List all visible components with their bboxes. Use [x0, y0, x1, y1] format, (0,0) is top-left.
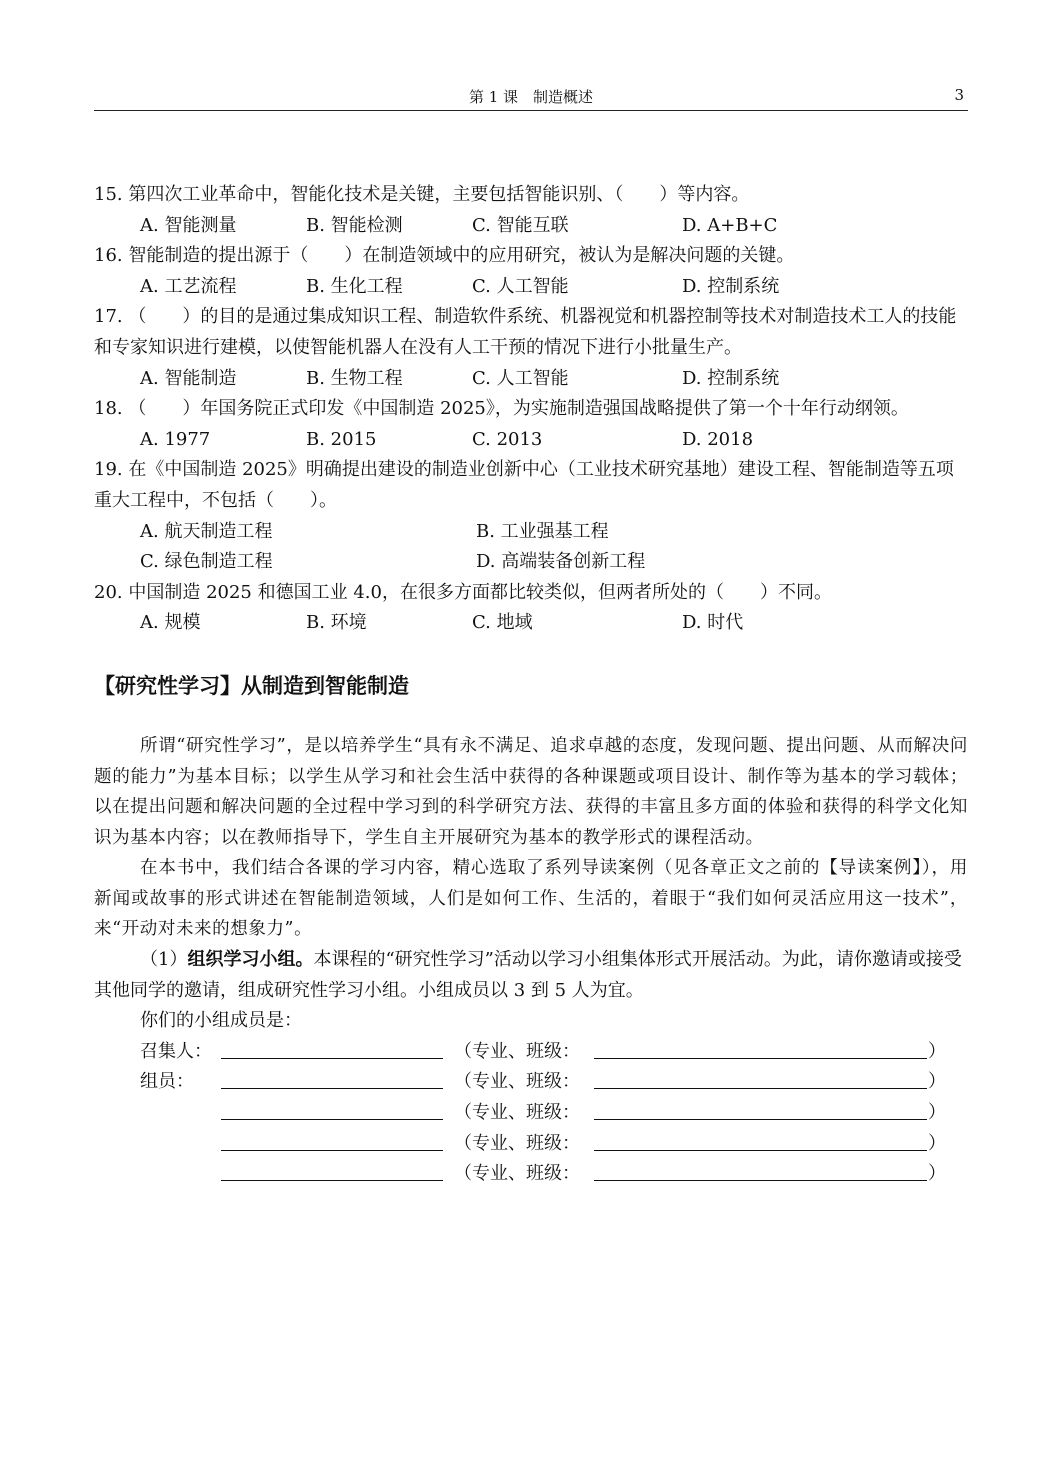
question-options: [94, 517, 968, 548]
major-class-blank[interactable]: [594, 1088, 927, 1089]
option-c: C. 人工智能: [472, 275, 569, 297]
question-text: 15. 第四次工业革命中，智能化技术是关键，主要包括智能识别、（ ）等内容。: [94, 184, 750, 205]
option-b: B. 生物工程: [306, 367, 403, 389]
question-16: [94, 241, 968, 302]
question-text: 18. （ ）年国务院正式印发《中国制造 2025》，为实施制造强国战略提供了第一个十年行动纲领。: [94, 398, 909, 420]
option-c: C. 地域: [472, 612, 533, 634]
option-c: C. 2013: [472, 428, 543, 450]
close-paren: ）: [928, 1163, 946, 1185]
close-paren: ）: [928, 1102, 946, 1124]
option-d: D. A+B+C: [682, 214, 778, 236]
member-row: [94, 1098, 968, 1129]
member-label: 组员：: [140, 1071, 194, 1093]
major-class-blank[interactable]: [594, 1150, 927, 1151]
question-options: [94, 211, 968, 242]
member-name-blank[interactable]: [221, 1088, 443, 1089]
member-row: [94, 1129, 968, 1160]
question-options: [94, 547, 968, 578]
close-paren: ）: [928, 1071, 946, 1093]
option-a: A. 智能测量: [140, 214, 237, 236]
option-c: C. 人工智能: [472, 367, 569, 389]
question-text: 20. 中国制造 2025 和德国工业 4.0，在很多方面都比较类似，但两者所处的（ ）不同。: [94, 581, 832, 603]
question-text: 16. 智能制造的提出源于（ ）在制造领域中的应用研究，被认为是解决问题的关键。: [94, 245, 795, 267]
major-class-label: （专业、班级：: [454, 1040, 580, 1062]
question-options: [94, 425, 968, 456]
convener-name-blank[interactable]: [221, 1058, 443, 1059]
member-name-blank[interactable]: [221, 1150, 443, 1151]
major-class-label: （专业、班级：: [454, 1132, 580, 1154]
question-18: [94, 394, 968, 455]
option-b: B. 环境: [306, 612, 367, 634]
page-number: 3: [954, 86, 964, 104]
members-intro: 你们的小组成员是：: [140, 1010, 302, 1032]
option-a: A. 航天制造工程: [140, 520, 273, 542]
question-options: [94, 364, 968, 395]
major-class-label: （专业、班级：: [454, 1163, 580, 1185]
option-c: C. 智能互联: [472, 214, 569, 236]
close-paren: ）: [928, 1132, 946, 1154]
question-19: [94, 455, 968, 577]
option-b: B. 生化工程: [306, 275, 403, 297]
member-name-blank[interactable]: [221, 1180, 443, 1181]
question-text: 19. 在《中国制造 2025》明确提出建设的制造业创新中心（工业技术研究基地）建设工程、智能制造等五项重大工程中，不包括（ ）。: [94, 459, 954, 511]
option-d: D. 控制系统: [682, 275, 780, 297]
option-a: A. 工艺流程: [140, 275, 237, 297]
paragraph-organize-group: [94, 945, 968, 1006]
major-class-blank[interactable]: [594, 1180, 927, 1181]
member-row: [94, 1067, 968, 1098]
option-c: C. 绿色制造工程: [140, 551, 273, 573]
question-17: [94, 302, 968, 394]
member-name-blank[interactable]: [221, 1119, 443, 1120]
major-class-blank[interactable]: [594, 1058, 927, 1059]
section-heading: 【研究性学习】从制造到智能制造: [94, 673, 409, 698]
question-text: 17. （ ）的目的是通过集成知识工程、制造软件系统、机器视觉和机器控制等技术对制造技术工人的技能和专家知识进行建模，以使智能机器人在没有人工干预的情况下进行小批量生产。: [94, 306, 957, 358]
convener-label: 召集人：: [140, 1040, 212, 1062]
intro-paragraphs: [94, 731, 968, 945]
header-title: 第 1 课 制造概述: [468, 88, 594, 106]
question-15: [94, 180, 968, 241]
option-b: B. 工业强基工程: [476, 520, 609, 542]
option-d: D. 2018: [682, 428, 754, 450]
close-paren: ）: [928, 1040, 946, 1062]
convener-row: [94, 1037, 968, 1068]
question-options: [94, 272, 968, 303]
option-a: A. 1977: [140, 428, 211, 450]
option-b: B. 智能检测: [306, 214, 403, 236]
option-d: D. 控制系统: [682, 367, 780, 389]
page-content: [94, 180, 968, 1190]
major-class-blank[interactable]: [594, 1119, 927, 1120]
step-number: （1）: [140, 949, 188, 971]
option-a: A. 规模: [140, 612, 201, 634]
option-d: D. 高端装备创新工程: [476, 551, 646, 573]
option-b: B. 2015: [306, 428, 377, 450]
question-20: [94, 578, 968, 639]
paragraph-research-learning: 所谓“研究性学习”，是以培养学生“具有永不满足、追求卓越的态度，发现问题、提出问题、从而解决问题的能力”为基本目标；以学生从学习和社会生活中获得的各种课题或项目设计、制作等为基本的学习载体；以在提出问题和解决问题的全过程中学习到的科学研究方法、获得的丰富且多方面的体验和获得的科学文化知识为基本内容；以在教师指导下，学生自主开展研究为基本的教学形式的课程活动。: [94, 735, 968, 848]
member-row: [94, 1159, 968, 1190]
step-text: 本课程的“研究性学习”活动以学习小组集体形式开展活动。为此，请你邀请或接受其他同学的邀请，组成研究性学习小组。小组成员以 3 到 5 人为宜。: [94, 949, 962, 1001]
option-a: A. 智能制造: [140, 367, 237, 389]
major-class-label: （专业、班级：: [454, 1102, 580, 1124]
page-header: [94, 84, 968, 111]
option-d: D. 时代: [682, 612, 744, 634]
question-options: [94, 608, 968, 639]
step-title: 组织学习小组。: [187, 949, 314, 971]
paragraph-guided-cases: 在本书中，我们结合各课的学习内容，精心选取了系列导读案例（见各章正文之前的【导读案例】），用新闻或故事的形式讲述在智能制造领域，人们是如何工作、生活的，着眼于“我们如何灵活应用这一技术”，来“开动对未来的想象力”。: [94, 858, 968, 940]
major-class-label: （专业、班级：: [454, 1071, 580, 1093]
